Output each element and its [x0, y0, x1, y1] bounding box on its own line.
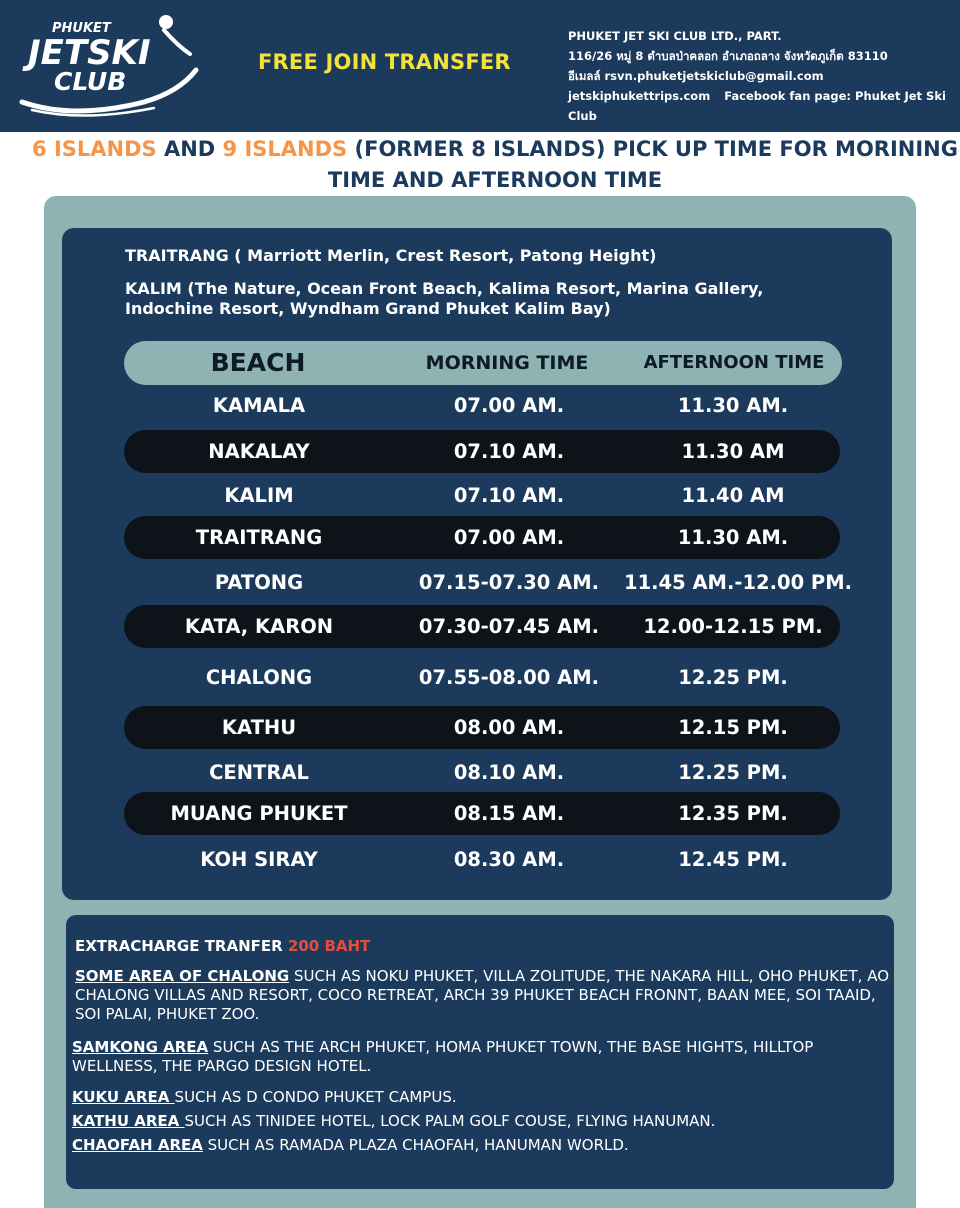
header-banner: [0, 0, 960, 132]
row-morning: 07.15-07.30 AM.: [418, 571, 600, 594]
company-info: [568, 26, 960, 126]
header-afternoon-time: AFTERNOON TIME: [643, 352, 825, 373]
row-morning: 07.55-08.00 AM.: [418, 666, 600, 689]
table-header: [124, 341, 842, 385]
area-desc: SUCH AS D CONDO PHUKET CAMPUS.: [174, 1088, 457, 1106]
row-beach: TRAITRANG: [195, 526, 323, 549]
title-6-islands: 6 ISLANDS: [32, 137, 157, 161]
area-name: CHAOFAH AREA: [72, 1136, 203, 1154]
extra-charge-amount: 200 BAHT: [287, 937, 371, 955]
row-beach: KALIM: [224, 484, 294, 507]
extra-charge-label: EXTRACHARGE TRANFER: [75, 937, 288, 955]
jetski-club-logo: [14, 10, 200, 118]
area-name: SOME AREA OF CHALONG: [75, 967, 290, 985]
row-afternoon: 11.45 AM.-12.00 PM.: [624, 571, 853, 594]
title-line2: TIME AND AFTERNOON TIME: [327, 168, 663, 192]
extra-area-chalong: [75, 967, 895, 1024]
title-and: AND: [156, 137, 223, 161]
hotel-note-traitrang: TRAITRANG ( Marriott Merlin, Crest Resort, Patong Height): [125, 246, 657, 265]
row-beach: KAMALA: [212, 394, 306, 417]
company-name: PHUKET JET SKI CLUB LTD., PART.: [568, 29, 782, 43]
row-afternoon: 12.00-12.15 PM.: [643, 615, 823, 638]
header-beach: BEACH: [210, 348, 306, 377]
row-afternoon: 11.30 AM.: [677, 394, 789, 417]
company-address: 116/26 หมู่ 8 ตำบลป่าคลอก อำเภอถลาง จังหวัดภูเก็ต 83110: [568, 49, 888, 63]
row-beach: CENTRAL: [209, 761, 309, 784]
table-row: [124, 792, 840, 835]
hotel-note-kalim: KALIM (The Nature, Ocean Front Beach, Kalima Resort, Marina Gallery, Indochine Resort, Wyndham Grand Phuket Kalim Bay): [125, 279, 764, 318]
title-rest: (FORMER 8 ISLANDS) PICK UP TIME FOR MORINING: [347, 137, 958, 161]
row-afternoon: 12.25 PM.: [678, 761, 788, 784]
row-beach: CHALONG: [205, 666, 313, 689]
extra-area-samkong: [72, 1038, 892, 1076]
row-afternoon: 12.35 PM.: [678, 802, 788, 825]
row-beach: NAKALAY: [208, 440, 310, 463]
row-morning: 08.30 AM.: [453, 848, 565, 871]
table-row: [124, 656, 840, 699]
company-facebook: Facebook fan page: Phuket Jet Ski Club: [568, 89, 946, 123]
row-beach: PATONG: [214, 571, 304, 594]
extra-area-kuku: [72, 1088, 892, 1107]
title-9-islands: 9 ISLANDS: [222, 137, 348, 161]
table-row: [124, 474, 840, 517]
area-name: KATHU AREA: [72, 1112, 185, 1130]
area-desc: SUCH AS THE ARCH PHUKET, HOMA PHUKET TOWN, THE BASE HIGHTS, HILLTOP WELLNESS, THE PARGO DESIGN HOTEL.: [72, 1038, 814, 1075]
page-title: [0, 134, 960, 196]
area-name: KUKU AREA: [72, 1088, 175, 1106]
row-morning: 08.15 AM.: [453, 802, 565, 825]
row-afternoon: 12.45 PM.: [678, 848, 788, 871]
table-row: [124, 561, 853, 604]
logo-top-text: PHUKET: [52, 21, 111, 36]
row-morning: 07.00 AM.: [453, 526, 565, 549]
company-website: jetskiphukettrips.com: [568, 89, 711, 103]
area-desc: SUCH AS NOKU PHUKET, VILLA ZOLITUDE, THE NAKARA HILL, OHO PHUKET, AO CHALONG VILLAS AND RESORT, COCO RETREAT, ARCH 39 PHUKET BEACH FRONNT, BAAN MEE, SOI TAAID, SOI PALAI, PHUKET ZOO.: [75, 967, 890, 1023]
row-morning: 07.10 AM.: [453, 484, 565, 507]
row-afternoon: 11.30 AM: [681, 440, 785, 463]
row-beach: KOH SIRAY: [200, 848, 318, 871]
table-row: [124, 430, 840, 473]
row-beach: MUANG PHUKET: [170, 802, 348, 825]
extra-charge-title: [75, 937, 370, 955]
table-row: [124, 838, 840, 881]
logo-bottom-text: CLUB: [54, 67, 127, 96]
area-desc: SUCH AS TINIDEE HOTEL, LOCK PALM GOLF COUSE, FLYING HANUMAN.: [184, 1112, 716, 1130]
row-morning: 07.10 AM.: [453, 440, 565, 463]
table-row: [124, 605, 840, 648]
table-row: [124, 706, 840, 749]
extra-area-chaofah: [72, 1136, 892, 1155]
company-email: อีเมลล์ rsvn.phuketjetskiclub@gmail.com: [568, 69, 824, 83]
area-desc: SUCH AS RAMADA PLAZA CHAOFAH, HANUMAN WORLD.: [202, 1136, 629, 1154]
row-beach: KATHU: [221, 716, 297, 739]
row-afternoon: 11.30 AM.: [677, 526, 789, 549]
row-morning: 08.10 AM.: [453, 761, 565, 784]
row-morning: 08.00 AM.: [453, 716, 565, 739]
table-row: [124, 751, 840, 794]
header-morning-time: MORNING TIME: [425, 352, 589, 374]
row-afternoon: 12.15 PM.: [678, 716, 788, 739]
row-beach: KATA, KARON: [184, 615, 334, 638]
extra-area-kathu: [72, 1112, 892, 1131]
area-name: SAMKONG AREA: [72, 1038, 209, 1056]
row-afternoon: 11.40 AM: [681, 484, 785, 507]
company-web-line: [568, 86, 960, 126]
row-morning: 07.30-07.45 AM.: [418, 615, 600, 638]
table-row: [124, 384, 840, 427]
table-row: [124, 516, 840, 559]
logo-main-text: JETSKI: [28, 33, 151, 73]
free-join-transfer-label: FREE JOIN TRANSFER: [258, 50, 511, 74]
hotel-notes: [125, 246, 805, 319]
row-morning: 07.00 AM.: [453, 394, 565, 417]
row-afternoon: 12.25 PM.: [678, 666, 788, 689]
